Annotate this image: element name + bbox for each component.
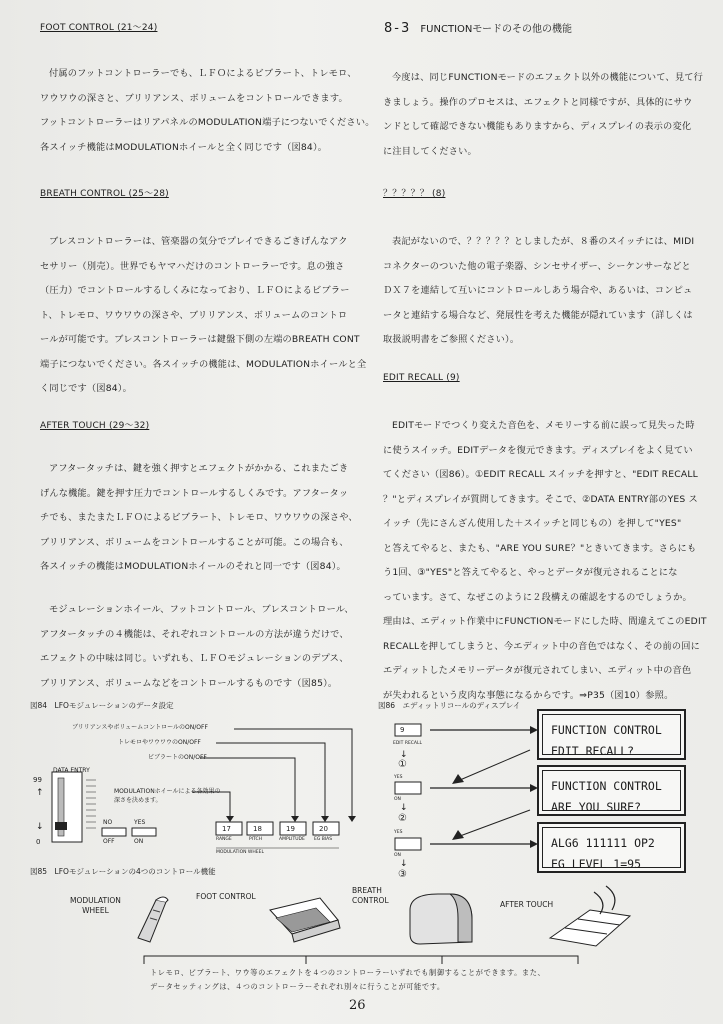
section-number: 8-3 [384,21,412,36]
text-line: アフタータッチは、鍵を強く押すとエフェクトがかかる、これまたごき [49,463,349,474]
fig84-label-tremolo: トレモロやワウワウのON/OFF [118,739,201,746]
text-line: フットコントローラーはリアパネルのMODULATION端子につないでください。 [40,117,375,128]
lcd-display-3 [537,822,686,873]
breath-control-heading: BREATH CONTROL (25〜28) [40,189,169,199]
foot-control-body [40,62,375,160]
page-number: 26 [349,998,366,1013]
text-line: 表記がないので、？？？？？としましたが、８番のスイッチには、MIDI [392,236,695,247]
lcd-line: EDIT RECALL? [551,744,635,758]
fig84-group-label: MODULATION WHEEL [216,850,264,855]
breath-control-body [40,230,366,402]
fig84-scale-bottom: 0 [36,838,41,846]
foot-control-label: FOOT CONTROL [196,892,256,901]
text-line: 理由は、エディット作業中にFUNCTIONモードにした時、間違えてこのEDIT [383,616,707,627]
step-2-marker: ② [398,813,407,824]
on-label: ON [394,853,401,858]
question-heading: ？？？？？ (8) [383,189,446,199]
fig84-label-brilliance: ブリリアンスやボリュームコントロールのON/OFF [72,724,208,731]
text-line: EDITモードでつくり変えた音色を、メモリーする前に誤って見失った時 [392,420,695,431]
text-line: げんな機能。鍵を押す圧力でコントロールするしくみです。アフタータッ [40,487,349,499]
text-line: RECALLを押してしまうと、今エディット中の音色ではなく、その前の回に [383,640,701,652]
text-line: チでも、またまたＬＦＯによるビブラート、トレモロ、ワウワウの深さや、 [40,512,358,523]
lcd-line: FUNCTION CONTROL [551,723,662,737]
question-body [383,230,694,353]
fig84-btn-label: RANGE [216,837,232,842]
note-line: トレモロ、ビブラート、ワウ等のエフェクトを４つのコントローラーいずれでも制御することができます。また、 [150,968,546,977]
keyboard-icon [550,886,630,946]
text-line: 端子につないでください。各スイッチの機能は、MODULATIONホイールと全 [40,358,367,370]
arrow-down-icon: ↓ [400,859,408,869]
text-line: ンドとして確認できない機能もありますから、ディスプレイの表示の変化 [383,121,692,132]
text-line: が失われるという皮肉な事態になるからです。⇒P35（図10）参照。 [383,689,674,701]
text-line: アフタータッチの４機能は、それぞれコントロールの方法が違うだけで、 [40,628,349,640]
breath-control-label: BREATH CONTROL [352,886,389,905]
text-line: ＤＸ７を連結して互いにコントロールしあう場合や、あるいは、コンピュ [383,285,693,296]
text-line: う1回、③"YES"と答えてやると、やっとデータが復元されることにな [383,567,678,578]
text-line: エフェクトの中味は同じ。いずれも、ＬＦＯモジュレーションのデプス、 [40,653,349,664]
edit-recall-heading: EDIT RECALL (9) [383,373,460,383]
text-line: と答えてやると、またも、"ARE YOU SURE？"ときいてきます。さらにも [383,542,697,554]
text-line: ブレスコントローラーは、管楽器の気分でプレイできるごきげんなアク [49,236,348,247]
yes-label: YES [394,775,403,780]
arrow-down-icon: ↓ [400,750,408,760]
text-line: ブリリアンス、ボリュームをコントロールすることが可能。この場合も、 [40,536,349,548]
mod-wheel-label: MODULATION WHEEL [70,896,121,915]
text-line: ータと連結する場合など、発展性を考えた機能が隠れています（詳しくは [383,309,693,321]
text-line: 今度は、同じFUNCTIONモードのエフェクト以外の機能について、見て行 [392,72,703,83]
text-line: 各スイッチ機能はMODULATIONホイールと全く同じです（図84）。 [40,141,328,153]
text-line: （圧力）でコントロールするしくみになっており、ＬＦＯによるビブラー [40,285,350,296]
fig84-btn-label: AMPLITUDE [279,837,305,842]
fig84-label-vibrato: ビブラートのON/OFF [148,754,207,761]
text-line: イッチ（先にさんざん使用した＋スイッチと同じもの）を押して"YES" [383,518,682,529]
text-line: っています。さて、なぜこのように２段構えの確認をするのでしょうか。 [383,591,692,603]
lcd-line: ARE YOU SURE? [551,800,642,814]
foot-control-heading: FOOT CONTROL (21〜24) [40,23,158,33]
fig85-illustration [120,880,640,975]
text-line: ールが可能です。ブレスコントローラーは鍵盤下側の左端のBREATH CONT [40,334,360,345]
after-touch-heading: AFTER TOUCH (29〜32) [40,421,150,431]
text-line: に注目してください。 [383,145,477,157]
after-touch-label: AFTER TOUCH [500,900,554,909]
fig84-no: NO [103,819,113,826]
text-line: ト、トレモロ、ワウワウの深さや、ブリリアンス、ボリュームのコントロ [40,309,348,321]
intro-body [383,66,703,164]
fig84-data-entry: DATA ENTRY [53,767,90,774]
after-touch-body [40,457,358,580]
fig84-off: OFF [103,838,115,845]
text-line: に使うスイッチ。EDITデータを復元できます。ディスプレイをよく見てい [383,444,693,456]
text-line: 取扱説明書をご参照ください）。 [383,334,520,345]
fig84-btn-label: EG BIAS [314,837,333,842]
text-line: コネクターのついた他の電子楽器、シンセサイザー、シーケンサーなどと [383,260,691,272]
fig85-caption: 図85 LFOモジュレーションの4つのコントロール機能 [30,867,216,876]
text-line: ブリリアンス、ボリュームなどをコントロールするものです（図85）。 [40,677,338,689]
text-line: きましょう。操作のプロセスは、エフェクトと同様ですが、具体的にサウ [383,96,693,108]
arrow-up-icon: ↑ [36,788,44,798]
text-line: エディットしたメモリーデータが復元されてしまい、エディット中の音色 [383,665,692,676]
text-line: ワウワウの深さと、ブリリアンス、ボリュームをコントロールできます。 [40,92,348,104]
on-label: ON [394,797,401,802]
modulation-wheel-icon [138,897,168,942]
text-line: てください（図86）。①EDIT RECALL スイッチを押すと、"EDIT RECALL [383,469,698,480]
fig84-yes: YES [134,819,146,826]
yes-label: YES [394,830,403,835]
foot-pedal-icon [270,898,340,942]
fig84-caption: 図84 LFOモジュレーションのデータ設定 [30,701,174,710]
lcd-line: ALG6 111111 OP2 [551,836,655,850]
fig84-btn-label: PITCH [249,837,263,842]
arrow-down-icon: ↓ [400,803,408,813]
note-line: データセッティングは、４つのコントローラーそれぞれ別々に行うことが可能です。 [150,982,445,991]
arrow-down-icon: ↓ [36,822,44,832]
lcd-display-1 [537,709,686,760]
step-3-marker: ③ [398,869,407,880]
lcd-line: EG LEVEL 1=95 [551,857,642,871]
text-line: 各スイッチの機能はMODULATIONホイールのそれと同一です（図84）。 [40,561,346,572]
section-subtitle: FUNCTIONモードのその他の機能 [420,24,572,35]
text-line: 付属のフットコントローラーでも、ＬＦＯによるビブラート、トレモロ、 [49,68,357,79]
fig84-btn-17[interactable]: 17 [222,825,231,833]
fig84-btn-20[interactable]: 20 [319,825,328,833]
summary-body [40,598,354,696]
lcd-line: FUNCTION CONTROL [551,779,662,793]
section-title [384,20,572,36]
fig84-on: ON [134,838,144,845]
fig84-scale-top: 99 [33,776,42,784]
text-line: モジュレーションホイール、フットコントロール、ブレスコントロール、 [49,604,354,615]
edit-recall-body [383,414,707,708]
fig86-arrows [380,712,550,882]
fig86-caption: 図86 エディットリコールのディスプレイ [378,701,521,710]
lcd-display-2 [537,765,686,816]
breath-controller-icon [410,894,472,944]
text-line: セサリー（別売）。世界でもヤマハだけのコントローラーです。息の強さ [40,260,345,272]
step-1-marker: ① [398,759,407,770]
edit-recall-key-number[interactable]: 9 [400,726,405,734]
fig84-wheel-label: MODULATIONホイールによる各効果の深さを決めます。 [114,788,221,804]
text-line: く同じです（図84）。 [40,383,132,394]
fig84-btn-19[interactable]: 19 [286,825,295,833]
fig84-btn-18[interactable]: 18 [253,825,262,833]
text-line: ？"とディスプレイが質問してきます。そこで、②DATA ENTRY部のYES ス [383,493,698,505]
edit-recall-key-label: EDIT RECALL [393,741,423,746]
fig85-note [150,966,545,994]
